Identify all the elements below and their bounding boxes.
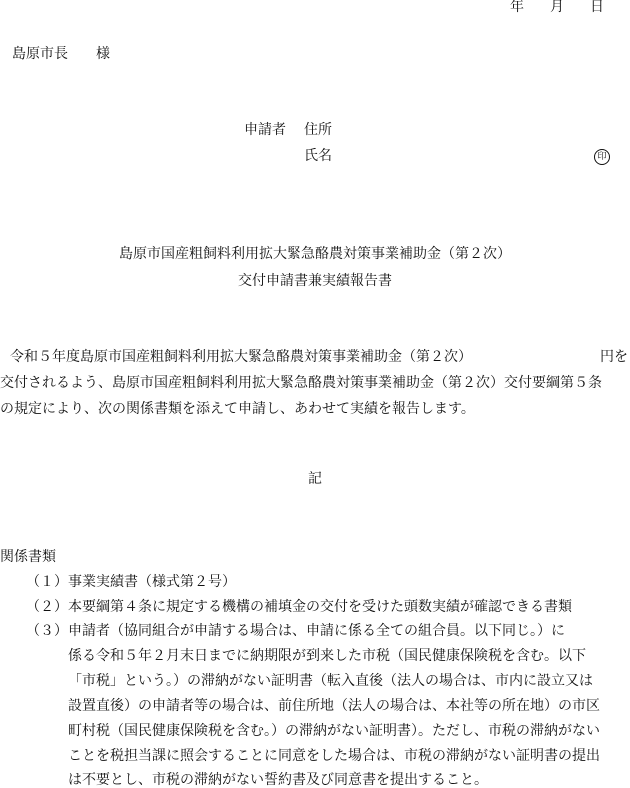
address-label: 住所 — [304, 122, 332, 138]
body-line-3: の規定により、次の関係書類を添えて申請し、あわせて実績を報告します。 — [0, 401, 475, 417]
body-line-2: 交付されるよう、島原市国産粗飼料利用拡大緊急酪農対策事業補助金（第２次）交付要綱第５条 — [0, 375, 602, 391]
document-item-2: （２）本要綱第４条に規定する機構の補填金の交付を受けた頭数実績が確認できる書類 — [26, 599, 572, 615]
ki-mark: 記 — [308, 471, 322, 487]
name-label: 氏名 — [304, 148, 332, 164]
documents-heading: 関係書類 — [0, 549, 56, 565]
document-item-1: （１）事業実績書（様式第２号） — [26, 574, 236, 590]
document-item-3-line-2: 係る令和５年２月末日までに納期限が到来した市税（国民健康保険税を含む。以下 — [68, 648, 586, 664]
date-year: 年 — [510, 0, 524, 15]
date-day: 日 — [590, 0, 604, 15]
seal-mark: 印 — [594, 149, 610, 165]
applicant-label: 申請者 — [244, 122, 286, 138]
document-item-3-line-5: 町村税（国民健康保険税を含む。）の滞納がない証明書）。ただし、市税の滞納がない — [68, 723, 600, 739]
date-month: 月 — [550, 0, 564, 15]
title-line-2: 交付申請書兼実績報告書 — [238, 273, 392, 289]
document-item-3-line-4: 設置直後）の申請者等の場合は、前住所地（法人の場合は、本社等の所在地）の市区 — [68, 698, 600, 714]
document-item-3-line-1: （３）申請者（協同組合が申請する場合は、申請に係る全ての組合員。以下同じ。）に — [26, 623, 565, 639]
date-line — [510, 0, 604, 14]
title-line-1: 島原市国産粗飼料利用拡大緊急酪農対策事業補助金（第２次） — [119, 246, 511, 262]
addressee: 島原市長 様 — [12, 46, 110, 62]
document-item-3-line-3: 「市税」という。）の滞納がない証明書（転入直後（法人の場合は、市内に設立又は — [68, 673, 593, 689]
body-line-1: 令和５年度島原市国産粗飼料利用拡大緊急酪農対策事業補助金（第２次） — [10, 349, 472, 365]
document-item-3-line-6: ことを税担当課に照会することに同意をした場合は、市税の滞納がない証明書の提出 — [68, 748, 600, 764]
document-item-3-line-7: は不要とし、市税の滞納がない誓約書及び同意書を提出すること。 — [68, 772, 488, 788]
body-line-1-yen: 円を — [600, 349, 628, 365]
